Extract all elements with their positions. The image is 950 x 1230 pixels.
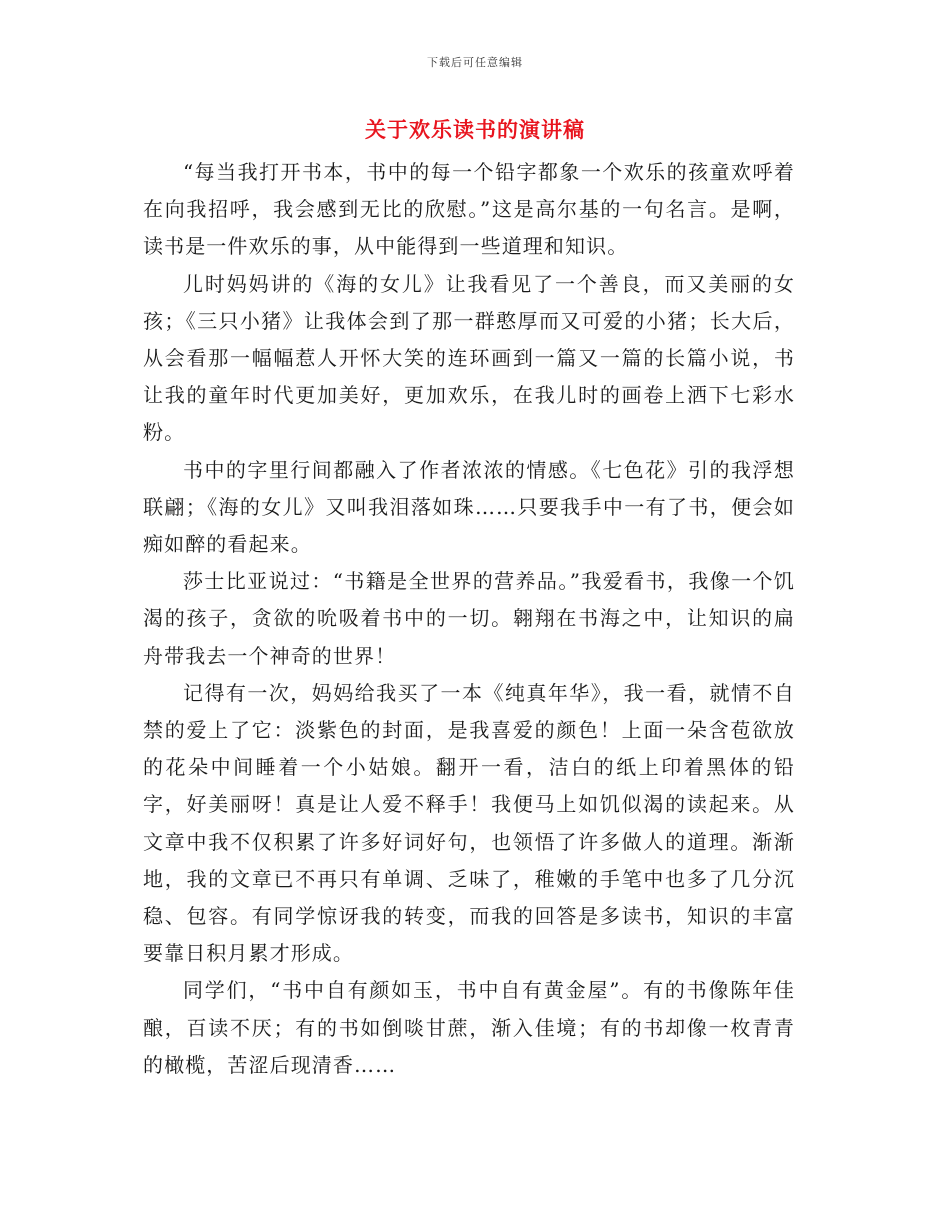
paragraph-1: “每当我打开书本，书中的每一个铅字都象一个欢乐的孩童欢呼着在向我招呼，我会感到无比的欣慰。”这是高尔基的一句名言。是啊，读书是一件欢乐的事，从中能得到一些道理和知识。 (143, 160, 795, 259)
paragraph-6: 同学们，“书中自有颜如玉，书中自有黄金屋”。有的书像陈年佳酿，百读不厌；有的书如倒啖甘蔗，渐入佳境；有的书却像一枚青青的橄榄，苦涩后现清香…… (143, 978, 795, 1077)
paragraph-4: 莎士比亚说过：“书籍是全世界的营养品。”我爱看书，我像一个饥渴的孩子，贪欲的吮吸着书中的一切。翱翔在书海之中，让知识的扁舟带我去一个神奇的世界！ (143, 569, 795, 668)
paragraph-3: 书中的字里行间都融入了作者浓浓的情感。《七色花》引的我浮想联翩；《海的女儿》又叫我泪落如珠……只要我手中一有了书，便会如痴如醉的看起来。 (143, 457, 795, 557)
page-header: 下载后可任意编辑 (427, 56, 523, 69)
document-title: 关于欢乐读书的演讲稿 (365, 117, 585, 142)
paragraph-5: 记得有一次，妈妈给我买了一本《纯真年华》，我一看，就情不自禁的爱上了它：淡紫色的封面，是我喜爱的颜色！上面一朵含苞欲放的花朵中间睡着一个小姑娘。翻开一看，洁白的纸上印着黑体的铅字，好美丽呀！真是让人爱不释手！我便马上如饥似渴的读起来。从文章中我不仅积累了许多好词好句，也领悟了许多做人的道理。渐渐地，我的文章已不再只有单调、乏味了，稚嫩的手笔中也多了几分沉稳、包容。有同学惊讶我的转变，而我的回答是多读书，知识的丰富要靠日积月累才形成。 (143, 680, 795, 966)
document-body (143, 154, 795, 1084)
paragraph-2: 儿时妈妈讲的《海的女儿》让我看见了一个善良，而又美丽的女孩；《三只小猪》让我体会到了那一群憨厚而又可爱的小猪；长大后，从会看那一幅幅惹人开怀大笑的连环画到一篇又一篇的长篇小说，书让我的童年时代更加美好，更加欢乐，在我儿时的画卷上洒下七彩水粉。 (143, 271, 795, 445)
